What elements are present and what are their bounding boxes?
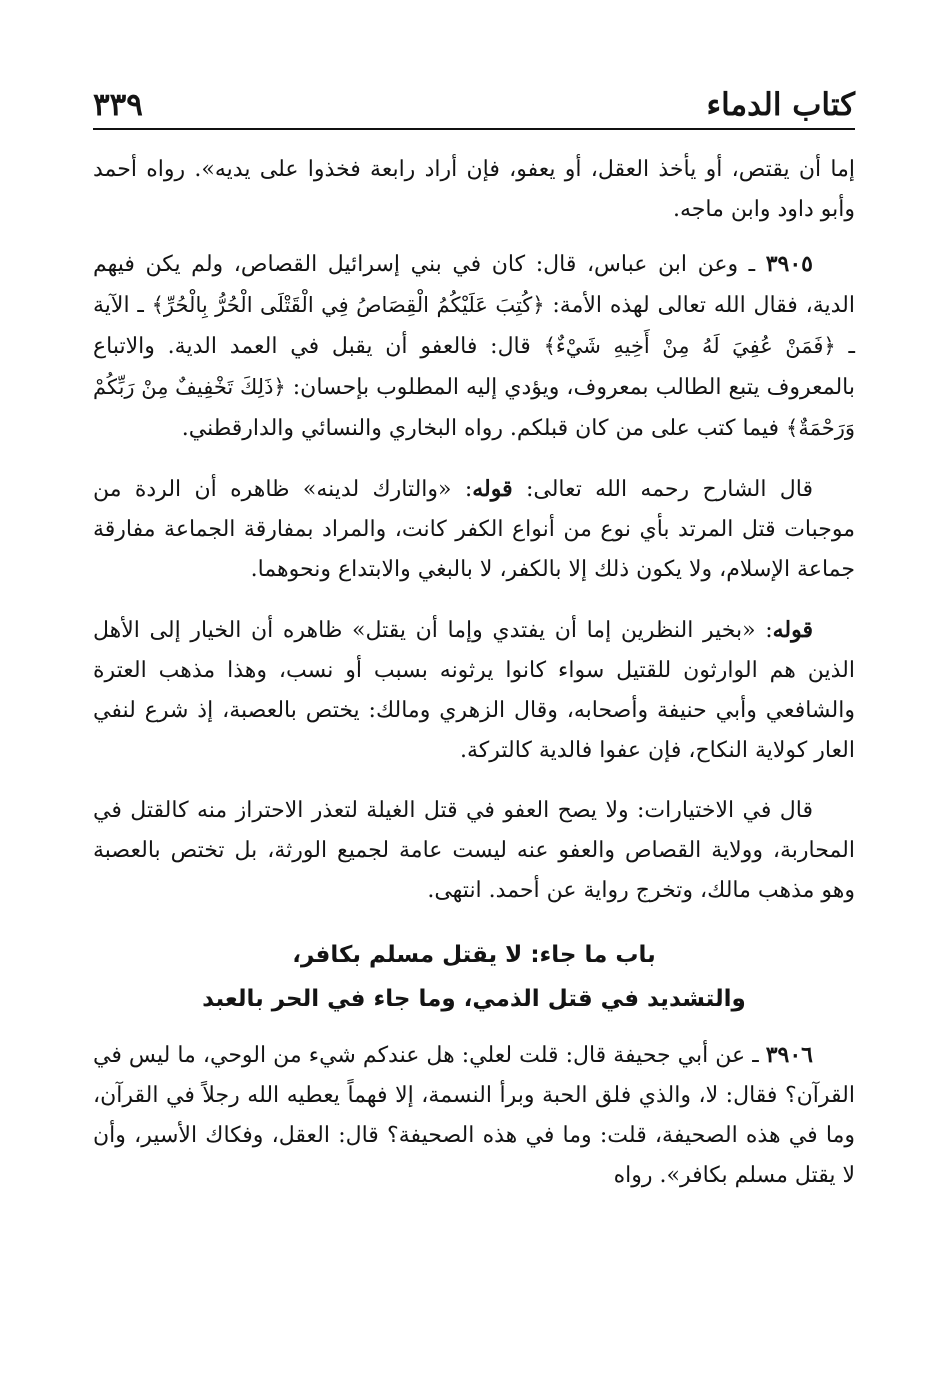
qawluhu-label: قوله: [472, 476, 513, 502]
chapter-heading: [93, 933, 855, 1021]
hadith-3906: [93, 1035, 855, 1196]
running-title: كتاب الدماء: [706, 86, 855, 123]
commentary-paragraph: [93, 469, 855, 590]
page-number: ٣٣٩: [93, 86, 143, 123]
header-divider: [93, 128, 855, 130]
qawluhu-label: قوله: [772, 617, 813, 643]
commentary-paragraph: [93, 610, 855, 771]
page-header: [93, 84, 855, 126]
chapter-heading-line: باب ما جاء: لا يقتل مسلم بكافر،: [292, 942, 656, 968]
quran-verse: ﴿فَمَنْ عُفِيَ لَهُ مِنْ أَخِيهِ شَيْءٌ﴾: [543, 334, 836, 358]
hadith-text: قال: فالعفو أن يقبل في العمد الدية. والاتباع بالمعروف يتبع الطالب بمعروف، ويؤدي إليه المطلوب بإحسان:: [93, 334, 856, 400]
quran-verse: ﴿كُتِبَ عَلَيْكُمُ الْقِصَاصُ فِي الْقَتْلَى الْحُرُّ بِالْحُرِّ﴾: [151, 293, 545, 317]
page-body: [93, 150, 855, 1216]
commentary-paragraph: قال في الاختيارات: ولا يصح العفو في قتل الغيلة لتعذر الاحتراز منه كالقتل في المحاربة، وولاية القصاص والعفو عنه ليست عامة لجميع الورثة، بل تختص بالعصبة وهو مذهب مالك، وتخرج رواية عن أحمد. انتهى.: [93, 798, 855, 903]
hadith-3905: [93, 244, 855, 449]
hadith-text: فيما كتب على من كان قبلكم. رواه البخاري والنسائي والدارقطني.: [181, 416, 787, 441]
chapter-heading-line: والتشديد في قتل الذمي، وما جاء في الحر بالعبد: [202, 986, 746, 1012]
commentary-lead: قال الشارح رحمه الله تعالى:: [512, 477, 813, 502]
commentary-text: : «بخير النظرين إما أن يفتدي وإما أن يقتل» ظاهره أن الخيار إلى الأهل الذين هم الوارثون للقتيل سواء كانوا يرثونه بسبب أو نسب، وهذا مذهب العترة والشافعي وأبي حنيفة وأصحابه، وقال الزهري ومالك: يختص بالعصبة، إذ شرع لنفي العار كولاية النكاح، فإن عفوا فالدية كالتركة.: [93, 618, 855, 763]
hadith-text: ـ الآية ـ: [93, 293, 855, 359]
hadith-text: ـ عن أبي جحيفة قال: قلت لعلي: هل عندكم شيء من الوحي، ما ليس في القرآن؟ فقال: لا، والذي فلق الحبة وبرأ النسمة، إلا فهماً يعطيه الله رجلاً في القرآن، وما في هذه الصحيفة، قلت: وما في هذه الصحيفة؟ قال: العقل، وفكاك الأسير، وأن لا يقتل مسلم بكافر». رواه: [93, 1043, 855, 1188]
commentary-text: : «والتارك لدينه» ظاهره أن الردة من موجبات قتل المرتد بأي نوع من أنواع الكفر كانت، والمراد بمفارقة الجماعة مفارقة جماعة الإسلام، ولا يكون ذلك إلا بالكفر، لا بالبغي والابتداع ونحوهما.: [93, 477, 855, 582]
paragraph-continuation: إما أن يقتص، أو يأخذ العقل، أو يعفو، فإن أراد رابعة فخذوا على يديه». رواه أحمد وأبو داود وابن ماجه.: [93, 157, 855, 222]
hadith-text: ـ وعن ابن عباس، قال: كان في بني إسرائيل القصاص، ولم يكن فيهم الدية، فقال الله تعالى لهذه الأمة:: [93, 252, 855, 318]
hadith-number: ٣٩٠٦: [765, 1042, 813, 1068]
quran-verse: ﴿ذَلِكَ تَخْفِيفٌ مِنْ رَبِّكُمْ وَرَحْمَةٌ﴾: [93, 375, 855, 440]
hadith-number: ٣٩٠٥: [765, 251, 813, 277]
